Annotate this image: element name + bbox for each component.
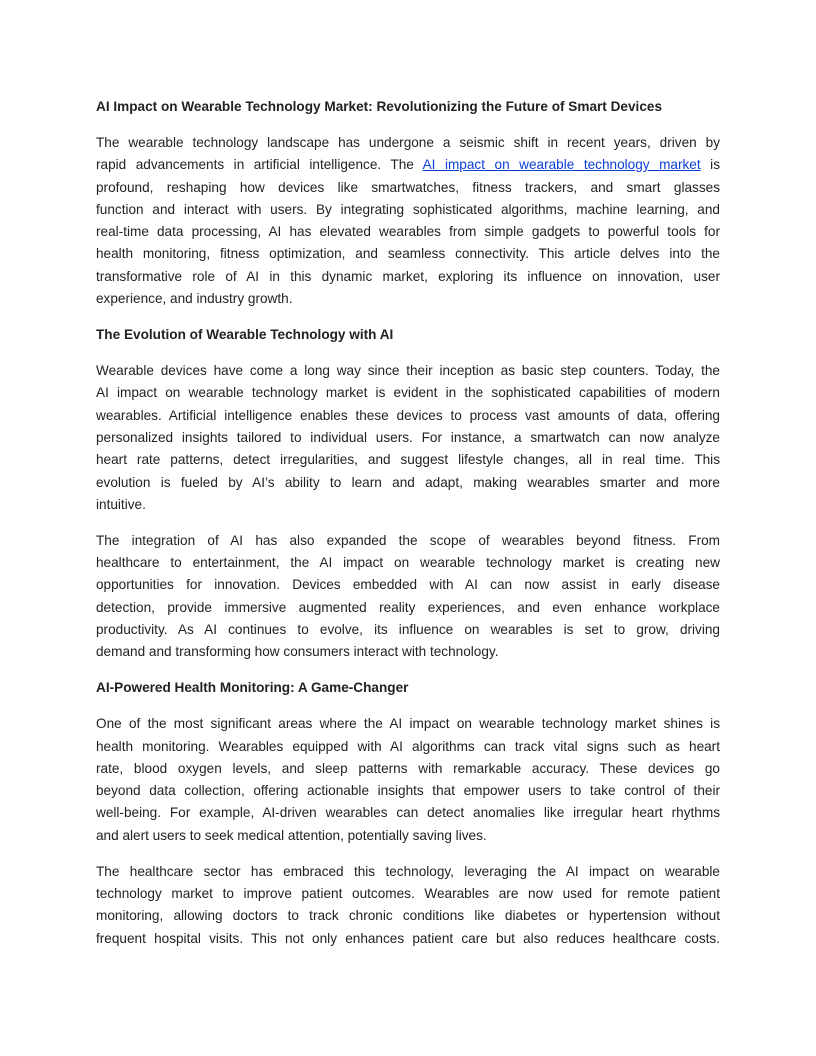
- paragraph-line: real-time data processing, AI has elevated wearables from simple gadgets to powerful tools for: [96, 224, 720, 240]
- paragraph-line: monitoring, allowing doctors to track chronic conditions like diabetes or hypertension without: [96, 908, 720, 924]
- paragraph-line: AI impact on wearable technology market is evident in the sophisticated capabilities of modern: [96, 385, 720, 401]
- paragraph-line: [96, 154, 720, 176]
- intro-paragraph: [96, 132, 720, 310]
- paragraph-line: technology market to improve patient outcomes. Wearables are now used for remote patient: [96, 886, 720, 902]
- paragraph-line: and alert users to seek medical attention, potentially saving lives.: [96, 827, 487, 843]
- paragraph-line: heart rate patterns, detect irregularities, and suggest lifestyle changes, all in real time. This: [96, 452, 720, 468]
- body-paragraph: [96, 861, 720, 950]
- paragraph-line: rate, blood oxygen levels, and sleep patterns with remarkable accuracy. These devices go: [96, 760, 720, 776]
- paragraph-line: detection, provide immersive augmented reality experiences, and even enhance workplace: [96, 599, 720, 615]
- body-paragraph: [96, 713, 720, 847]
- paragraph-line: wearables. Artificial intelligence enables these devices to process vast amounts of data, offering: [96, 407, 720, 423]
- paragraph-line: personalized insights tailored to individual users. For instance, a smartwatch can now analyze: [96, 429, 720, 445]
- paragraph-line: evolution is fueled by AI’s ability to learn and adapt, making wearables smarter and more: [96, 474, 720, 490]
- paragraph-line: Wearable devices have come a long way since their inception as basic step counters. Today, the: [96, 363, 720, 379]
- paragraph-line: The healthcare sector has embraced this technology, leveraging the AI impact on wearable: [96, 863, 720, 879]
- paragraph-line: frequent hospital visits. This not only enhances patient care but also reduces healthcare costs.: [96, 930, 720, 946]
- market-article-link[interactable]: AI impact on wearable technology market: [422, 157, 701, 173]
- text-segment: is: [700, 157, 720, 173]
- paragraph-line: experience, and industry growth.: [96, 291, 293, 307]
- paragraph-line: intuitive.: [96, 496, 146, 512]
- document-title: AI Impact on Wearable Technology Market: Revolutionizing the Future of Smart Devices: [96, 99, 662, 114]
- paragraph-line: beyond data collection, offering actionable insights that empower users to take control of their: [96, 783, 720, 799]
- text-segment: rapid advancements in artificial intelligence. The: [96, 157, 423, 173]
- paragraph-line: opportunities for innovation. Devices embedded with AI can now assist in early disease: [96, 577, 720, 593]
- paragraph-line: health monitoring, fitness optimization, and seamless connectivity. This article delves into the: [96, 246, 720, 262]
- paragraph-line: transformative role of AI in this dynamic market, exploring its influence on innovation, user: [96, 268, 720, 284]
- paragraph-line: The integration of AI has also expanded the scope of wearables beyond fitness. From: [96, 532, 720, 548]
- paragraph-line: One of the most significant areas where the AI impact on wearable technology market shines is: [96, 716, 720, 732]
- paragraph-line: profound, reshaping how devices like smartwatches, fitness trackers, and smart glasses: [96, 179, 720, 195]
- paragraph-line: well-being. For example, AI-driven wearables can detect anomalies like irregular heart rhythms: [96, 805, 720, 821]
- paragraph-line: healthcare to entertainment, the AI impact on wearable technology market is creating new: [96, 555, 720, 571]
- paragraph-line: productivity. As AI continues to evolve, its influence on wearables is set to grow, driving: [96, 621, 720, 637]
- section-heading: AI-Powered Health Monitoring: A Game-Changer: [96, 680, 409, 696]
- paragraph-line: The wearable technology landscape has undergone a seismic shift in recent years, driven by: [96, 134, 720, 150]
- body-paragraph: [96, 530, 720, 664]
- section-heading: The Evolution of Wearable Technology with AI: [96, 327, 394, 343]
- body-paragraph: [96, 360, 720, 516]
- paragraph-line: function and interact with users. By integrating sophisticated algorithms, machine learning, and: [96, 201, 720, 217]
- paragraph-line: demand and transforming how consumers interact with technology.: [96, 644, 499, 660]
- document-page: [96, 96, 720, 964]
- paragraph-line: health monitoring. Wearables equipped with AI algorithms can track vital signs such as heart: [96, 738, 720, 754]
